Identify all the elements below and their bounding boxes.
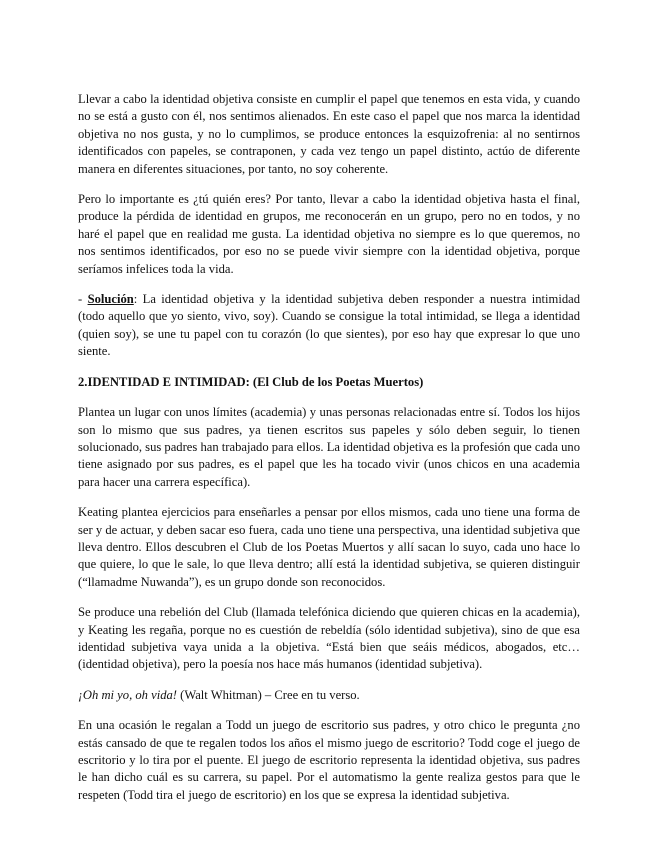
- paragraph-todd: En una ocasión le regalan a Todd un juego de escritorio sus padres, y otro chico le pregunta ¿no estás cansado de que te regalen todos los años el mismo juego de escritorio? Todd coge el juego de escritorio y lo tira por el puente. El juego de escritorio representa la identidad objetiva, sus padres le han dicho cuál es su carrera, su papel. Por el automatismo la gente realiza gestos para que le respeten (Todd tira el juego de escritorio) en los que se expresa la identidad subjetiva.: [78, 718, 580, 802]
- solucion-text: : La identidad objetiva y la identidad subjetiva deben responder a nuestra intimidad (todo aquello que yo siento, vivo, soy). Cuando se consigue la total intimidad, se llega a identidad (quien soy), se une tu papel con tu corazón (lo que sientes), por eso hay que expresar lo que uno siente.: [78, 292, 580, 359]
- paragraph-academia: Plantea un lugar con unos límites (academia) y unas personas relacionadas entre sí. Todos los hijos son lo mismo que sus padres, ya tienen escritos sus papeles y sólo deben seguir, lo tienen solucionado, sus padres han trabajado para ellos. La identidad objetiva es la profesión que cada uno tiene asignado por sus padres, es el papel que les ha tocado vivir (unos chicos en una academia para hacer una carrera específica).: [78, 405, 580, 489]
- paragraph-keating: Keating plantea ejercicios para enseñarles a pensar por ellos mismos, cada uno tiene una forma de ser y de actuar, y deben sacar eso fuera, cada uno tiene una perspectiva, una identidad subjetiva que lleva dentro. Ellos descubren el Club de los Poetas Muertos y allí sacan lo suyo, cada uno hace lo que quiere, lo que le sale, lo que lleva dentro; allí está la identidad subjetiva, se quieren distinguir (“llamadme Nuwanda”), es un grupo donde son reconocidos.: [78, 505, 580, 589]
- section-heading: 2.IDENTIDAD E INTIMIDAD: (El Club de los Poetas Muertos): [78, 374, 424, 389]
- poem-title: ¡Oh mi yo, oh vida!: [78, 687, 177, 702]
- solucion-label: Solución: [87, 292, 134, 307]
- paragraph-esquizofrenia: Llevar a cabo la identidad objetiva consiste en cumplir el papel que tenemos en esta vida, y cuando no se está a gusto con él, nos sentimos alienados. En este caso el papel que nos marca la identidad objetiva no nos gusta, y no lo cumplimos, se produce entonces la esquizofrenia: al no sentirnos identificados con papeles, se contraponen, y cada vez tengo un papel distinto, actúo de diferente manera en diferentes situaciones, por tanto, no soy coherente.: [78, 92, 580, 176]
- paragraph-whitman: [78, 687, 580, 704]
- paragraph-solucion: [78, 291, 580, 361]
- document-page: [78, 91, 580, 817]
- paragraph-rebelion: Se produce una rebelión del Club (llamada telefónica diciendo que quieren chicas en la academia), y Keating les regaña, porque no es cuestión de rebeldía (sólo identidad subjetiva), sino de que esa identidad subjetiva vaya unida a la objetiva. “Está bien que seáis médicos, abogados, etc… (identidad objetiva), pero la poesía nos hace más humanos (identidad subjetiva).: [78, 605, 580, 672]
- poem-attribution: (Walt Whitman) – Cree en tu verso.: [177, 687, 360, 702]
- solucion-prefix: -: [78, 292, 88, 307]
- paragraph-quien-eres: Pero lo importante es ¿tú quién eres? Por tanto, llevar a cabo la identidad objetiva hasta el final, produce la pérdida de identidad en grupos, me reconocerán en un grupo, pero no en todos, y no haré el papel que en realidad me gusta. La identidad objetiva no siempre es lo que queremos, no nos sentimos identificados, por eso no se puede vivir siempre con la identidad objetiva, porque seríamos infelices toda la vida.: [78, 192, 580, 276]
